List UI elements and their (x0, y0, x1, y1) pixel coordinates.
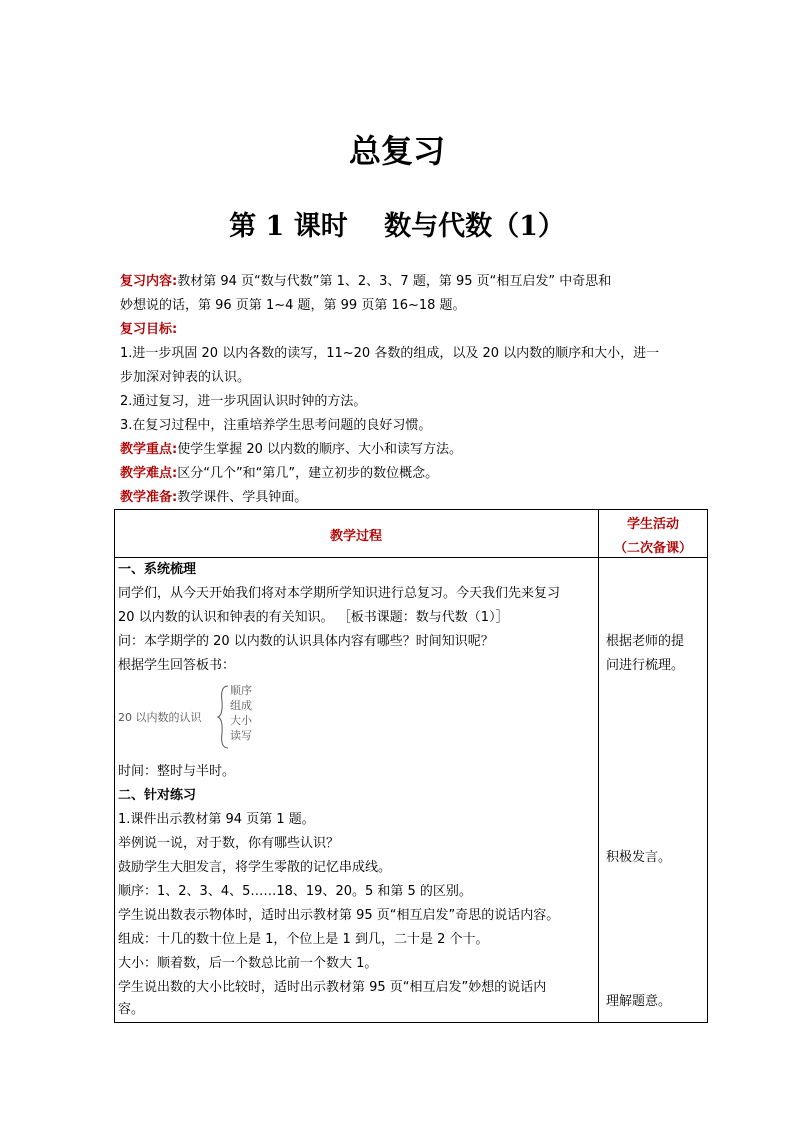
activity-1a: 根据老师的提 (606, 634, 685, 649)
review-content-text-1: 教材第 94 页“数与代数”第 1、2、3、7 题，第 95 页“相互启发” 中奇思和 (177, 274, 612, 289)
activity-2: 积极发言。 (606, 850, 672, 865)
practice-line-6: 组成：十几的数十位上是 1，个位上是 1 到几，二十是 2 个十。 (118, 932, 489, 947)
brace-items (230, 683, 252, 743)
key-points-label: 教学重点: (120, 442, 178, 457)
key-points-line (120, 441, 462, 459)
goal-1b: 步加深对钟表的认识。 (120, 370, 251, 385)
brace-icon (216, 685, 230, 749)
board-diagram (118, 683, 278, 753)
paragraph-4: 时间：整时与半时。 (118, 764, 236, 779)
table-header-divider (114, 557, 708, 558)
goal-1a: 1.进一步巩固 20 以内各数的读写，11~20 各数的组成，以及 20 以内数的顺序和大小，进一 (120, 346, 660, 361)
goal-2: 2.通过复习，进一步巩固认识时钟的方法。 (120, 394, 367, 409)
table-column-divider (598, 509, 599, 1023)
practice-line-1: 1.课件出示教材第 94 页第 1 题。 (118, 812, 315, 827)
preparation-text: 教学课件、学具钟面。 (177, 490, 308, 505)
paragraph-3: 根据学生回答板书： (118, 658, 236, 673)
header-student-activity: 学生活动 (626, 517, 679, 532)
practice-line-8a: 学生说出数的大小比较时，适时出示教材第 95 页“相互启发”妙想的说话内 (118, 980, 547, 995)
activity-1b: 问进行梳理。 (606, 658, 685, 673)
key-points-text: 使学生掌握 20 以内数的顺序、大小和读写方法。 (177, 442, 463, 457)
section-targeted-practice: 二、针对练习 (118, 788, 197, 803)
page-title: 总复习 (348, 132, 445, 170)
brace-item: 大小 (230, 714, 252, 727)
review-goals-label: 复习目标: (120, 322, 178, 337)
section-systematic-review: 一、系统梳理 (118, 562, 197, 577)
paragraph-2: 问：本学期学的 20 以内数的认识具体内容有哪些？时间知识呢？ (118, 634, 494, 649)
difficulty-line (120, 465, 438, 483)
difficulty-label: 教学难点: (120, 466, 178, 481)
practice-line-4: 顺序：1、2、3、4、5……18、19、20。5 和第 5 的区别。 (118, 884, 472, 899)
review-content-line-1 (120, 273, 611, 291)
review-content-label: 复习内容: (120, 274, 178, 289)
lesson-subtitle: 第 1 课时 数与代数（1） (229, 211, 565, 242)
brace-item: 组成 (230, 699, 252, 712)
brace-item: 顺序 (230, 684, 252, 697)
header-teaching-process: 教学过程 (329, 529, 382, 544)
paragraph-1a: 同学们，从今天开始我们将对本学期所学知识进行总复习。今天我们先来复习 (118, 586, 561, 601)
activity-3: 理解题意。 (606, 994, 672, 1009)
practice-line-7: 大小：顺着数，后一个数总比前一个数大 1。 (118, 956, 378, 971)
goal-3: 3.在复习过程中，注重培养学生思考问题的良好习惯。 (120, 418, 432, 433)
paragraph-1b: 20 以内数的认识和钟表的有关知识。 ［板书课题：数与代数（1）］ (118, 610, 509, 625)
practice-line-5: 学生说出数表示物体时，适时出示教材第 95 页“相互启发”奇思的说话内容。 (118, 908, 560, 923)
brace-item: 读写 (230, 729, 252, 742)
practice-line-8b: 容。 (118, 1002, 145, 1017)
practice-line-2: 举例说一说，对于数，你有哪些认识？ (118, 836, 340, 851)
preparation-line (120, 489, 307, 507)
review-content-text-2: 妙想说的话，第 96 页第 1~4 题，第 99 页第 16~18 题。 (120, 298, 466, 313)
header-second-prep: （二次备课） (613, 541, 692, 556)
practice-line-3: 鼓励学生大胆发言，将学生零散的记忆串成线。 (118, 860, 392, 875)
preparation-label: 教学准备: (120, 490, 178, 505)
brace-label: 20 以内数的认识 (118, 711, 202, 724)
difficulty-text: 区分“几个”和“第几”，建立初步的数位概念。 (177, 466, 439, 481)
